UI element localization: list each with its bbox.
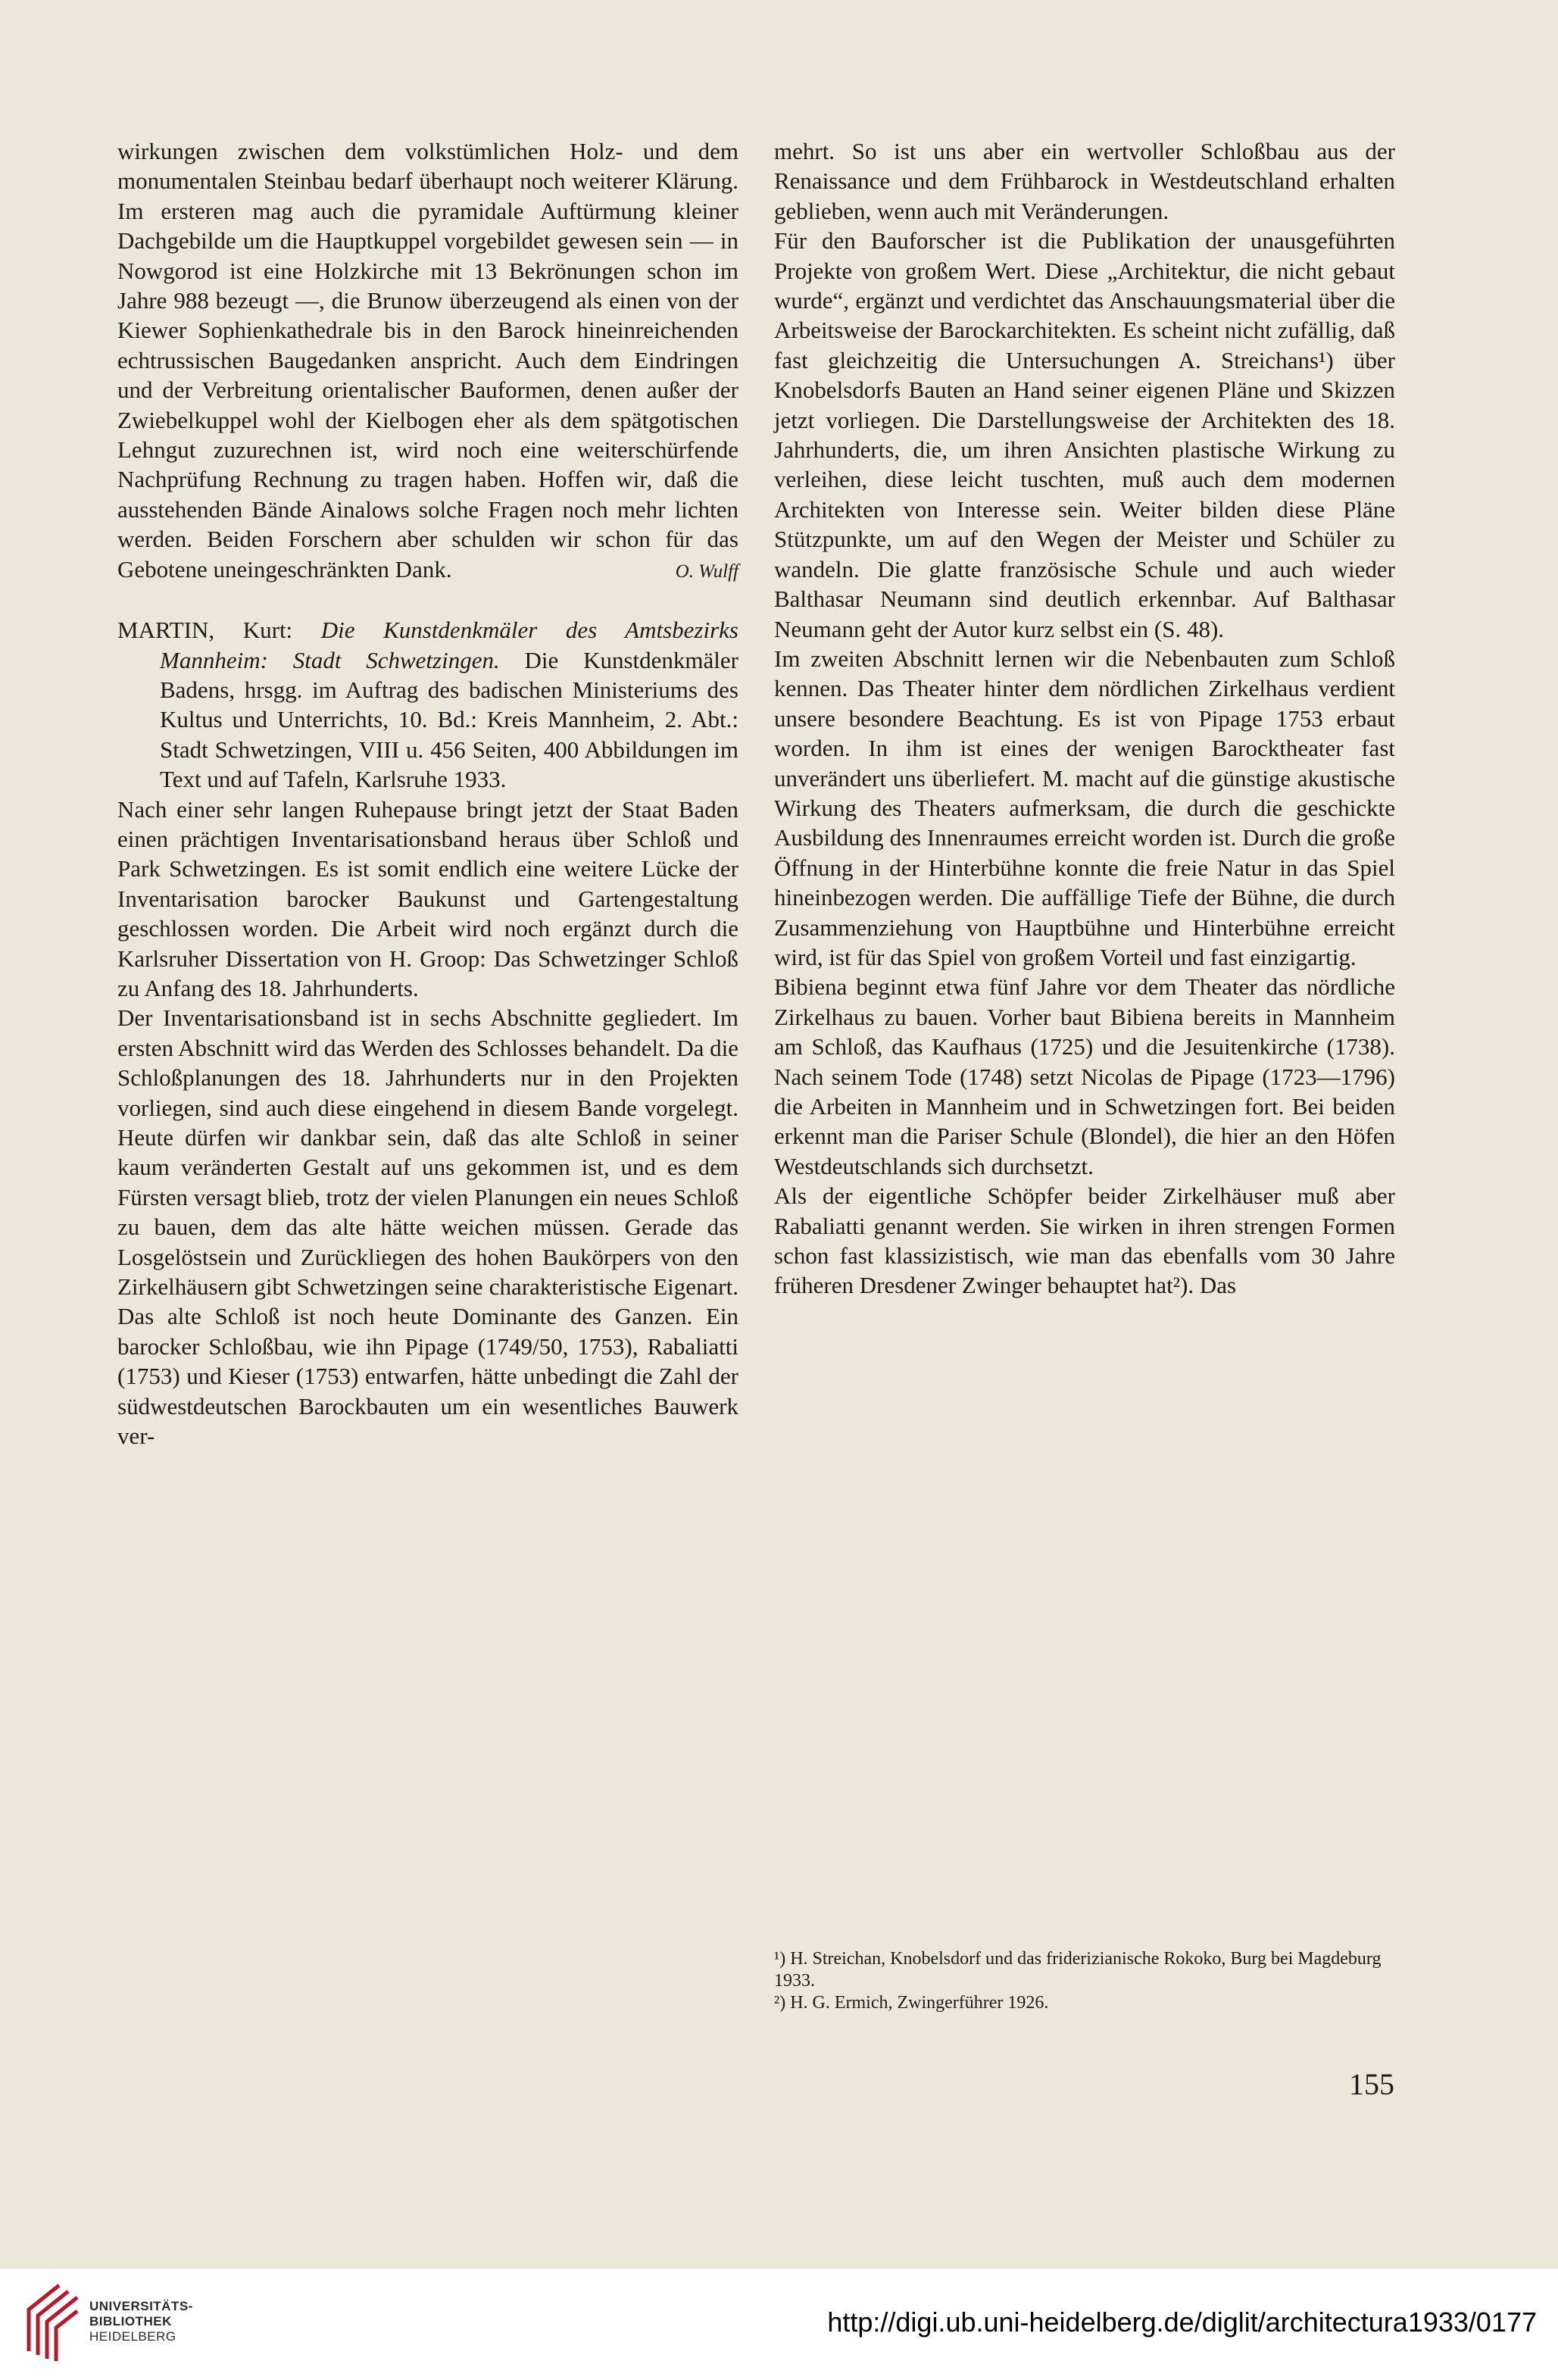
library-name-line: BIBLIOTHEK	[89, 2314, 172, 2328]
bibliographic-entry	[117, 615, 738, 794]
paragraph	[117, 136, 738, 584]
paragraph: mehrt. So ist uns aber ein wertvoller Schloßbau aus der Renaissance und dem Frühbarock in Westdeutschland erhalten geblieben, wenn auch mit Veränderungen.	[774, 138, 1395, 224]
entry-author: MARTIN, Kurt:	[117, 617, 321, 644]
paragraph-text: wirkungen zwischen dem volkstümlichen Holz- und dem monumentalen Steinbau bedarf überhaupt noch weiterer Klärung. Im ersteren mag auch die pyramidale Auftürmung kleiner Dachgebilde um die Hauptkuppel vorgebildet gewesen sein — in Nowgorod ist eine Holzkirche mit 13 Bekrönungen schon im Jahre 988 bezeugt —, die Brunow überzeugend als einen von der Kiewer Sophienkathedrale bis in den Barock hineinreichenden echtrussischen Baugedanken anspricht. Auch dem Eindringen und der Verbreitung orientalischer Bauformen, denen außer der Zwiebelkuppel wohl der Kielbogen eher als dem spätgotischen Lehngut zuzurechnen ist, wird noch eine weiterschürfende Nachprüfung Rechnung zu tragen haben. Hoffen wir, daß die ausstehenden Bände Ainalows solche Fragen noch mehr lichten werden. Beiden Forschern aber schulden wir schon für das Gebotene uneingeschränkten Dank.	[117, 138, 738, 583]
library-footer	[0, 2269, 1558, 2380]
paragraph: Als der eigentliche Schöpfer beider Zirkelhäuser muß aber Rabaliatti genannt werden. Sie wirken in ihren strengen Formen schon fast klassizistisch, wie man das ebenfalls vom 30 Jahre früheren Dresdener Zwinger behauptet hat²). Das	[774, 1182, 1395, 1299]
entry-details: Die Kunstdenkmäler Badens, hrsgg. im Auftrag des badischen Ministeriums des Kultus und Unterrichts, 10. Bd.: Kreis Mannheim, 2. Abt.: Stadt Schwetzingen, VIII u. 456 Seiten, 400 Abbildungen im Text und auf Tafeln, Karlsruhe 1933.	[160, 646, 738, 793]
right-column	[774, 136, 1395, 1301]
footnote: ¹) H. Streichan, Knobelsdorf und das friderizianische Rokoko, Burg bei Magdeburg 1933.	[774, 1949, 1382, 1991]
paragraph: Nach einer sehr langen Ruhepause bringt jetzt der Staat Baden einen prächtigen Inventarisationsband heraus über Schloß und Park Schwetzingen. Es ist somit endlich eine weitere Lücke der Inventarisation barocker Baukunst und Gartengestaltung geschlossen worden. Die Arbeit wird noch ergänzt durch die Karlsruher Dissertation von H. Groop: Das Schwetzinger Schloß zu Anfang des 18. Jahrhunderts.	[117, 795, 738, 1001]
ub-heidelberg-logo-icon[interactable]	[21, 2279, 80, 2363]
library-name-line: HEIDELBERG	[89, 2329, 176, 2344]
page-number: 155	[1349, 2067, 1394, 2101]
paragraph: Der Inventarisationsband ist in sechs Abschnitte gegliedert. Im ersten Abschnitt wird das Werden des Schlosses behandelt. Da die Schloßplanungen des 18. Jahrhunderts nur in den Projekten vorliegen, sind auch diese eingehend in diesem Bande vorgelegt. Heute dürfen wir dankbar sein, daß das alte Schloß in seiner kaum veränderten Gestalt auf uns gekommen ist, und es dem Fürsten versagt blieb, trotz der vielen Planungen ein neues Schloß zu bauen, dem das alte hätte weichen müssen. Gerade das Losgelöstsein und Zurückliegen des hohen Baukörpers von den Zirkelhäusern gibt Schwetzingen seine charakteristische Eigenart. Das alte Schloß ist noch heute Dominante des Ganzen. Ein barocker Schloßbau, wie ihn Pipage (1749/50, 1753), Rabaliatti (1753) und Kieser (1753) entwarfen, hätte unbedingt die Zahl der südwestdeutschen Barockbauten um ein wesentliches Bauwerk ver-	[117, 1004, 738, 1450]
reviewer-signature: O. Wulff	[675, 561, 738, 582]
paragraph: Im zweiten Abschnitt lernen wir die Nebenbauten zum Schloß kennen. Das Theater hinter dem nördlichen Zirkelhaus verdient unsere besondere Beachtung. Es ist von Pipage 1753 erbaut worden. In ihm ist eines der wenigen Barocktheater fast unverändert uns überliefert. M. macht auf die günstige akustische Wirkung des Theaters aufmerksam, die durch die geschickte Ausbildung des Innenraumes erreicht worden ist. Durch die große Öffnung in der Hinterbühne konnte die freie Natur in das Spiel hineinbezogen werden. Die auffällige Tiefe der Bühne, die durch Zusammenziehung von Hauptbühne und Hinterbühne erreicht wird, ist für das Spiel von großem Vorteil und fast einzigartig.	[774, 645, 1395, 970]
left-column	[117, 136, 738, 1451]
paragraph: Bibiena beginnt etwa fünf Jahre vor dem Theater das nördliche Zirkelhaus zu bauen. Vorher baut Bibiena bereits in Mannheim am Schloß, das Kaufhaus (1725) und die Jesuitenkirche (1738). Nach seinem Tode (1748) setzt Nicolas de Pipage (1723—1796) die Arbeiten in Mannheim und in Schwetzingen fort. Bei beiden erkennt man die Pariser Schule (Blondel), die hier an den Höfen Westdeutschlands sich durchsetzt.	[774, 973, 1395, 1179]
footnotes	[774, 1948, 1395, 2014]
entry-title: Die Kunstdenkmäler des Amtsbezirks Mannheim: Stadt Schwetzingen.	[160, 617, 738, 673]
library-name-line: UNIVERSITÄTS-	[89, 2299, 193, 2313]
paragraph: Für den Bauforscher ist die Publikation der unausgeführten Projekte von großem Wert. Diese „Architektur, die nicht gebaut wurde“, ergänzt und verdichtet das Anschauungsmaterial über die Arbeitsweise der Barockarchitekten. Es scheint nicht zufällig, daß fast gleichzeitig die Untersuchungen A. Streichans¹) über Knobelsdorfs Bauten an Hand seiner eigenen Pläne und Skizzen jetzt vorliegen. Die Darstellungsweise der Architekten des 18. Jahrhunderts, die, um ihren Ansichten plastische Wirkung zu verleihen, diese leicht tuschten, muß auch dem modernen Architekten von Interesse sein. Weiter bilden diese Pläne Stützpunkte, um auf den Wegen der Meister und Schüler zu wandeln. Die glatte französische Schule und auch wieder Balthasar Neumann sind deutlich erkennbar. Auf Balthasar Neumann geht der Autor kurz selbst ein (S. 48).	[774, 227, 1395, 642]
library-name	[89, 2299, 193, 2344]
footnote: ²) H. G. Ermich, Zwingerführer 1926.	[774, 1993, 1049, 2013]
source-url-link[interactable]: http://digi.ub.uni-heidelberg.de/diglit/architectura1933/0177	[827, 2307, 1537, 2338]
